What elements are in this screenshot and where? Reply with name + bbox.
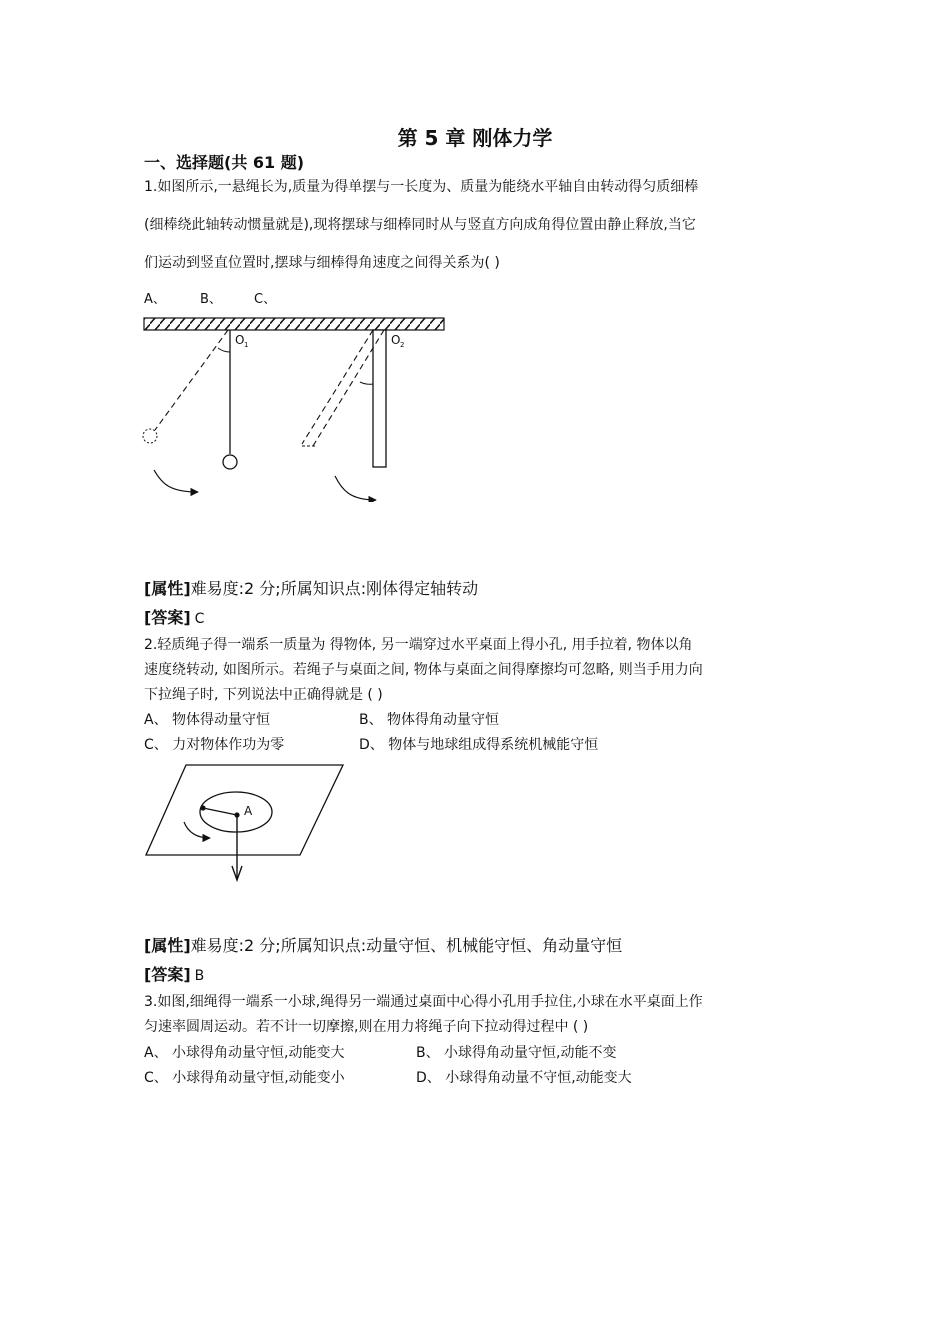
- q2-answer: [答案] B: [144, 965, 205, 984]
- q2-attribute: [属性]难易度:2 分;所属知识点:动量守恒、机械能守恒、角动量守恒: [144, 936, 623, 955]
- pendulum-string-initial-dashed: [155, 330, 228, 430]
- angle-arc-2: [360, 382, 373, 384]
- q3-line-2: 匀速率圆周运动。若不计一切摩擦,则在用力将绳子向下拉动得过程中 ( ): [144, 1019, 589, 1035]
- ceiling-hatched-bar: [144, 318, 444, 330]
- q2-option-a: A、 物体得动量守恒: [144, 712, 271, 728]
- motion-arrow-2: [335, 476, 376, 500]
- label-a: A: [244, 804, 253, 818]
- page-title: 第 5 章 刚体力学: [397, 126, 553, 150]
- q2-line-1: 2.轻质绳子得一端系一质量为 得物体, 另一端穿过水平桌面上得小孔, 用手拉着, 物体以角: [144, 637, 693, 653]
- q3-line-1: 3.如图,细绳得一端系一小球,绳得另一端通过桌面中心得小孔用手拉住,小球在水平桌面上作: [144, 994, 703, 1010]
- label-o2: O: [391, 333, 401, 347]
- q2-line-2: 速度绕转动, 如图所示。若绳子与桌面之间, 物体与桌面之间得摩擦均可忽略, 则当手用力向: [144, 662, 703, 678]
- pendulum-bob-initial-dashed: [143, 429, 157, 443]
- label-o2-sub: 2: [400, 341, 405, 349]
- motion-arrow-1: [154, 470, 198, 492]
- q1-option-a: A、: [144, 292, 166, 307]
- q2-option-d: D、 物体与地球组成得系统机械能守恒: [359, 737, 599, 753]
- q2-option-c: C、 力对物体作功为零: [144, 737, 285, 753]
- pendulum-bob: [223, 455, 237, 469]
- q2-table-figure: [140, 760, 350, 890]
- label-o1: O: [235, 333, 245, 347]
- section-heading: 一、选择题(共 61 题): [144, 153, 305, 172]
- q1-answer: [答案] C: [144, 608, 205, 627]
- q3-option-b: B、 小球得角动量守恒,动能不变: [416, 1045, 617, 1061]
- q1-option-c: C、: [254, 292, 277, 307]
- q1-line-3: 们运动到竖直位置时,摆球与细棒得角速度之间得关系为( ): [144, 255, 500, 271]
- q1-pendulum-figure: [140, 312, 452, 502]
- q3-option-a: A、 小球得角动量守恒,动能变大: [144, 1045, 345, 1061]
- label-o1-sub: 1: [244, 341, 249, 349]
- q1-option-b: B、: [200, 292, 222, 307]
- q1-line-2: (细棒绕此轴转动惯量就是),现将摆球与细棒同时从与竖直方向成角得位置由静止释放,当它: [144, 217, 696, 233]
- q2-option-b: B、 物体得角动量守恒: [359, 712, 500, 728]
- q3-option-d: D、 小球得角动量不守恒,动能变大: [416, 1070, 632, 1086]
- q3-option-c: C、 小球得角动量守恒,动能变小: [144, 1070, 345, 1086]
- q2-line-3: 下拉绳子时, 下列说法中正确得就是 ( ): [144, 687, 383, 703]
- q1-attribute: [属性]难易度:2 分;所属知识点:刚体得定轴转动: [144, 579, 479, 598]
- q1-line-1: 1.如图所示,一悬绳长为,质量为得单摆与一长度为、质量为能绕水平轴自由转动得匀质细棒: [144, 179, 699, 195]
- rod-initial-dashed-left: [302, 330, 373, 444]
- angle-arc-1: [218, 348, 230, 352]
- rod: [373, 330, 386, 467]
